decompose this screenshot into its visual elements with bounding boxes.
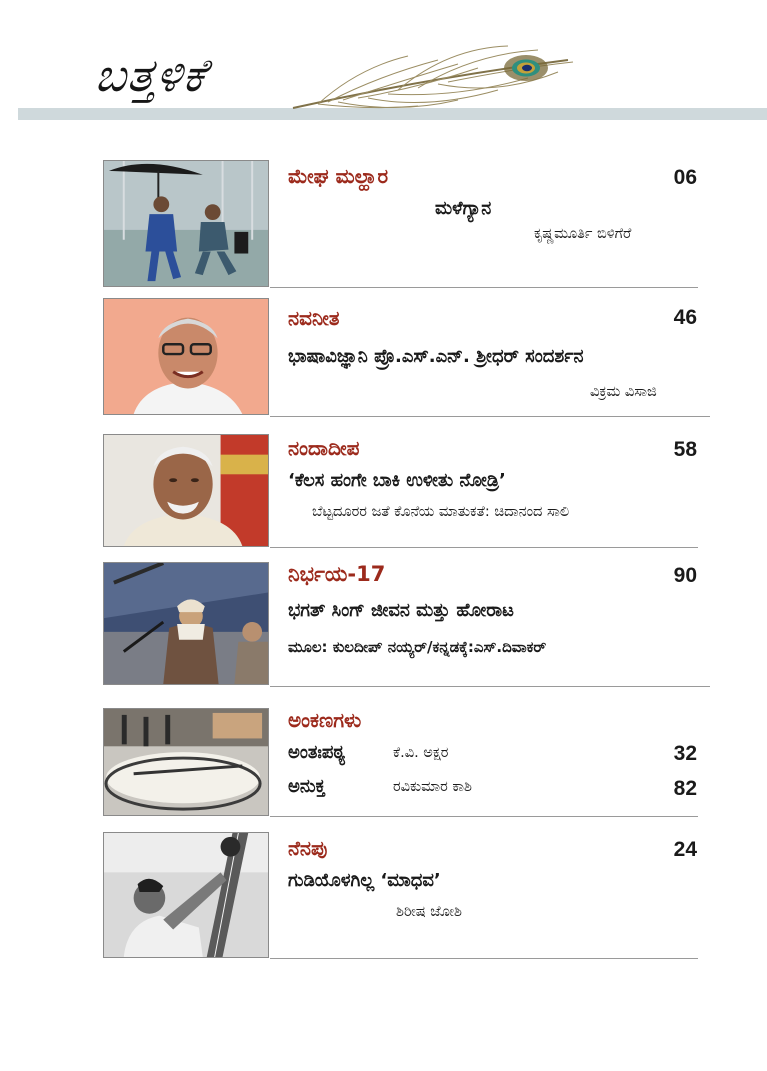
- page-number: 82: [673, 777, 697, 800]
- section-title: ನೆನಪು: [288, 836, 328, 860]
- page-number: 58: [673, 438, 697, 461]
- article-author: ಶಿರೀಷ ಜೋಶಿ: [396, 904, 462, 920]
- column-author: ಕೆ.ವಿ. ಅಕ್ಷರ: [393, 745, 449, 761]
- column-name: ಅನುಕ್ತ: [288, 776, 326, 797]
- peacock-feather-icon: [288, 38, 578, 118]
- article-title: ಭಗತ್ ಸಿಂಗ್ ಜೀವನ ಮತ್ತು ಹೋರಾಟ: [288, 600, 514, 621]
- article-author: ಮೂಲ: ಕುಲದೀಪ್ ನಯ್ಯರ್/ಕನ್ನಡಕ್ಕೆ:ಎಸ್.ದಿವಾಕರ್: [288, 638, 547, 656]
- section-title: ನವನೀತ: [288, 306, 340, 330]
- children-in-rain-photo: [103, 160, 269, 287]
- page-number: 06: [673, 166, 697, 189]
- divider: [270, 416, 710, 417]
- page-number: 46: [673, 306, 697, 329]
- section-title: ಅಂಕಣಗಳು: [288, 708, 362, 732]
- elderly-man-portrait-photo: [103, 434, 269, 547]
- divider: [270, 816, 698, 817]
- section-title: ನಂದಾದೀಪ: [288, 436, 360, 460]
- page-number: 24: [673, 838, 697, 861]
- column-name: ಅಂತಃಪಠ್ಯ: [288, 742, 346, 763]
- article-title: ‘ಕೆಲಸ ಹಂಗೇ ಬಾಕಿ ಉಳೀತು ನೋಡ್ರಿ’: [288, 470, 506, 491]
- section-title: ಮೇಘ ಮಲ್ಹಾರ: [288, 164, 389, 188]
- article-title: ಮಳೆಗ್ಯಾನ: [435, 198, 492, 219]
- page-number: 90: [673, 564, 697, 587]
- divider: [270, 958, 698, 959]
- column-author: ರವಿಕುಮಾರ ಕಾಶಿ: [393, 779, 472, 795]
- article-title: ಭಾಷಾವಿಜ್ಞಾನಿ ಪ್ರೊ.ಎಸ್.ಎನ್. ಶ್ರೀಧರ್ ಸಂದರ್ಶನ: [288, 346, 584, 367]
- divider: [270, 686, 710, 687]
- musician-with-instrument-photo: [103, 832, 269, 958]
- divider: [270, 287, 698, 288]
- divider: [270, 547, 698, 548]
- masthead: [0, 0, 767, 140]
- section-title: ನಿರ್ಭಯ-17: [288, 562, 386, 586]
- article-author: ವಿಕ್ರಮ ವಿಸಾಜಿ: [590, 384, 657, 400]
- magazine-logo: ಬತ್ತಳಿಕೆ: [93, 48, 209, 102]
- page-number: 32: [673, 742, 697, 765]
- smiling-man-glasses-photo: [103, 298, 269, 415]
- article-author: ಕೃಷ್ಣಮೂರ್ತಿ ಬಿಳಿಗೆರೆ: [534, 226, 632, 242]
- article-author: ಬೆಟ್ಟದೂರರ ಜತೆ ಕೊನೆಯ ಮಾತುಕತೆ: ಚಿದಾನಂದ ಸಾಲಿ: [312, 504, 570, 520]
- article-title: ಗುಡಿಯೊಳಗಿಲ್ಲ ‘ಮಾಧವ’: [288, 870, 441, 891]
- revolutionary-painting: [103, 562, 269, 685]
- art-installation-photo: [103, 708, 269, 816]
